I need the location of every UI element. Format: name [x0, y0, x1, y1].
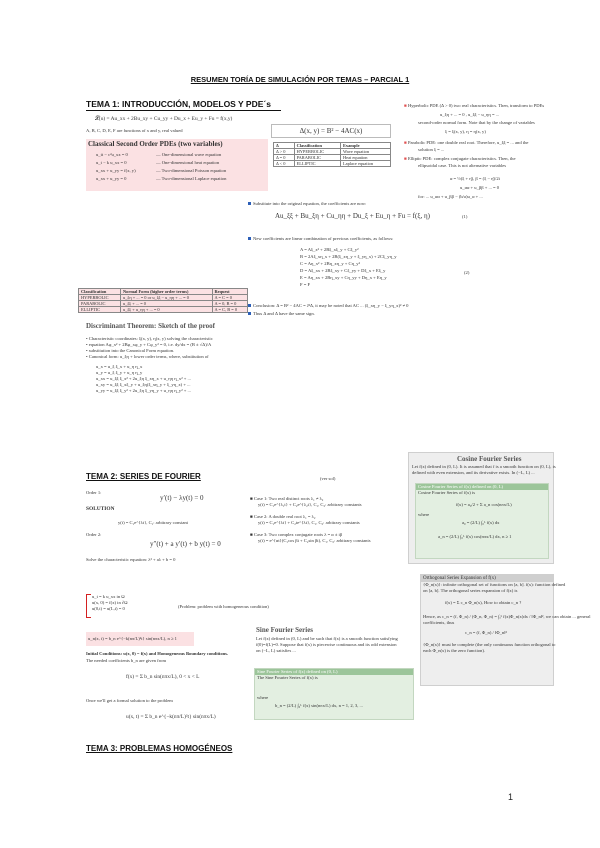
ortho-text-5: {Φ_n(x)} must be complete (the only continuous function orthogonal to	[423, 642, 556, 647]
hyperbolic-heading	[404, 103, 544, 109]
case-label: ■ Case 3: Two complex conjugate roots λ = α ± iβ	[250, 532, 343, 537]
table-header-cell: Normal Form (higher order terms)	[121, 289, 213, 295]
elliptic-text-2: ellipsoidal case. This is not alternative variables	[418, 163, 507, 168]
bullet-icon: ■	[404, 140, 408, 145]
orthogonal-header: Orthogonal Series Expansion of f(x)	[421, 575, 553, 582]
table-cell: PARABOLIC	[79, 301, 121, 307]
classical-row	[96, 152, 268, 158]
bullet-icon	[248, 202, 251, 205]
sketch-equation: u_yy = u_ξξ ξ_y² + 2u_ξη ξ_yη_y + u_ηη η_y² + ...	[96, 388, 191, 393]
table-header-cell: Δ	[274, 143, 295, 149]
bullet-icon: ■	[404, 156, 408, 161]
hyperbolic-change: ξ = ξ(x, y), η = η(x, y)	[445, 129, 486, 134]
cosine-box-where: where	[418, 512, 430, 517]
main-title: RESUMEN TORÍA DE SIMULACIÓN POR TEMAS – PARCIAL 1	[190, 75, 410, 84]
coefficient-line: B = 2Aξ_xη_x + 2B(ξ_xη_y + ξ_yη_x) + 2Cξ_yη_y	[300, 254, 397, 259]
sketch-equations	[96, 364, 246, 394]
ortho-text-3: Hence, as c_n = (f, Φ_n) / (Φ_n, Φ_n) = ∫ₐᵇ f(x)Φ_n(x)dx / ‖Φ_n‖², we can obtain ... general	[423, 614, 591, 619]
table-cell: u_ξξ + ... = 0	[121, 301, 213, 307]
cosine-heading: Cosine Fourier Series	[457, 455, 522, 463]
classical-row-equation: u_xx + u_yy = f(x, y)	[96, 168, 136, 173]
elliptic-equation-2: u_αα + u_ββ + ... = 0	[460, 185, 500, 190]
cosine-box-eq2: a₀ = (2/L) ∫₀ᴸ f(x) dx	[462, 520, 500, 525]
series-equation: f(x) = Σ b_n sin(nπx/L), 0 < x < L	[126, 674, 200, 680]
sine-box-equation: b_n = (2/L) ∫₀ᴸ f(x) sin(nπx/L) dx, n = 1, 2, 3, ...	[275, 703, 363, 708]
sketch-equation: u_y = u_ξ ξ_y + u_η η_y	[96, 370, 143, 375]
sketch-lines	[86, 336, 246, 360]
cosine-box-header: Cosine Fourier Series of f(x) defined on (0, L)	[416, 484, 548, 490]
general-form-note: A, B, C, D, E, F are functions of x and y, real valued	[86, 128, 183, 133]
classical-row	[96, 176, 268, 182]
substitution-equation: Au_ξξ + Bu_ξη + Cu_ηη + Du_ξ + Eu_η + Fu = f(ξ, η)	[275, 212, 430, 220]
sketch-line: • Characteristic coordinates: ξ(x, y), η(x, y) solving the characteristic	[86, 336, 213, 341]
general-form-equation: 𝓛(u) = Au_xx + 2Bu_xy + Cu_yy + Du_x + Eu_y + Fu = f(x,y)	[95, 116, 233, 122]
case-equation: y(t) = C₁e^{λt} + C₂te^{λt}, C₁, C₂: arbitrary constants	[258, 520, 360, 525]
coefficient-line: D = Aξ_xx + 2Bξ_xy + Cξ_yy + Dξ_x + Eξ_y	[300, 268, 386, 273]
elliptic-text	[404, 156, 549, 162]
sine-box-text: The Sine Fourier Series of f(x) is	[257, 675, 318, 680]
solution-box	[86, 632, 194, 646]
sketch-equation: u_xx = u_ξξ ξ_x² + 2u_ξη ξ_xη_x + u_ηη η_x² + ...	[96, 376, 191, 381]
ortho-text-6: each Φ_n(x) is the zero function).	[423, 648, 486, 653]
title-underline	[86, 110, 281, 111]
order1-label: Order 1:	[86, 490, 102, 495]
parabolic-text-2: solution ξ = ...	[418, 147, 445, 152]
new-coeff-text	[248, 236, 508, 242]
classical-row	[96, 160, 268, 166]
table-cell: HYPERBOLIC	[294, 149, 340, 155]
coefficient-line: E = Aη_xx + 2Bη_xy + Cη_yy + Dη_x + Eη_y	[300, 275, 387, 280]
sine-heading: Sine Fourier Series	[256, 626, 314, 634]
system-note: (Problem: problem with homogeneous condition)	[178, 604, 269, 609]
hyperbolic-equation: u_ξη + ... = 0 , u_ξξ − u_ηη = ...	[440, 112, 500, 117]
classical-heading: Classical Second Order PDEs (two variables)	[88, 140, 223, 148]
table-cell: A = C = 0	[212, 295, 248, 301]
new-coeff-label: New coefficients are linear combination of previous coefficients, as follows:	[253, 236, 394, 241]
sine-text: Let f(x) defined in (0, L) and be such that f(x) is a smooth function satisfying	[256, 636, 398, 641]
cosine-box	[408, 452, 554, 564]
cosine-text: Let f(x) defined in (0, L). It is assumed that f is a smooth function on (0, L), is	[412, 464, 556, 469]
bullet-icon	[248, 304, 251, 307]
sketch-equation: u_x = u_ξ ξ_x + u_η η_x	[96, 364, 143, 369]
eq-number-2: (2)	[464, 270, 470, 275]
sine-text-2: f(0)=f(L)=0. Suppose that f(x) is piecewise continuous and its odd extension	[256, 642, 397, 647]
table-header-cell: Request	[212, 289, 248, 295]
cosine-inner-box	[415, 483, 549, 559]
coefficient-line: A = Aξ_x² + 2Bξ_xξ_y + Cξ_y²	[300, 247, 359, 252]
parabolic-text	[404, 140, 549, 146]
sketch-equation: u_xy = u_ξξ ξ_xξ_y + u_ξη(ξ_xη_y + ξ_yη_x) + ...	[96, 382, 191, 387]
discriminant-box	[271, 124, 391, 138]
formal-text: Once we'll get a formal solution to the problem	[86, 698, 173, 703]
table-cell: HYPERBOLIC	[79, 295, 121, 301]
classical-row-name: — One-dimensional heat equation	[156, 160, 220, 165]
table-cell: u_ξξ + u_ηη + ... = 0	[121, 307, 213, 313]
ortho-equation-2: c_n = (f, Φ_n) / ‖Φ_n‖²	[465, 630, 507, 635]
elliptic-text-3: for: ... u_αα + u_ββ − (b/a)u_α + ...	[418, 194, 483, 199]
case-label: ■ Case 2: A double real root λ₁ = λ₂	[250, 514, 316, 519]
elliptic-equation: α = ½(ξ + η̄), β = (ξ − η̄)/2i	[450, 176, 500, 181]
coefficient-lines	[300, 247, 460, 289]
classical-row-name: — One-dimensional wave equation	[156, 152, 222, 157]
formal-equation: u(x, t) = Σ b_n e^{−k(nπ/L)²t} sin(nπx/L)	[126, 714, 216, 720]
initial-text-2: The needed coefficients b_n are given from	[86, 658, 167, 663]
discriminant-equation: Δ(x, y) = B² − 4AC(x)	[299, 127, 363, 135]
classical-pdes-box	[86, 139, 268, 191]
classical-row-name: — Two-dimensional Laplace equation	[156, 176, 227, 181]
order2-label: Order 2:	[86, 532, 102, 537]
table-cell: ELLIPTIC	[79, 307, 121, 313]
case-equation: y(t) = C₁e^{λ₁t} + C₂e^{λ₂t}, C₁, C₂: arbitrary constants	[258, 502, 362, 507]
classical-row	[96, 168, 268, 174]
hint-text: (ver sol)	[320, 476, 336, 481]
table-header-cell: Classification	[79, 289, 121, 295]
system-line: u_t = k u_xx in Ω	[92, 594, 125, 599]
ortho-equation: f(x) = Σ c_n Φ_n(x), How to obtain c_n ?	[445, 600, 522, 605]
conclusion-2	[248, 311, 478, 317]
sine-box-header: Sine Fourier Series of f(x) defined on (0, L)	[255, 669, 413, 675]
table-cell: Heat equation	[340, 155, 390, 161]
table-header-cell: Classification	[294, 143, 340, 149]
cases-list	[250, 490, 425, 544]
cosine-box-eq1: f(x) = a₀/2 + Σ a_n cos(nπx/L)	[456, 502, 512, 507]
char-eq-text: Solve the characteristic equation: λ² + aλ + b = 0	[86, 557, 176, 562]
cosine-box-eq3: a_n = (2/L) ∫₀ᴸ f(x) cos(nπx/L) dx, n ≥ 1	[438, 534, 512, 539]
sketch-heading: Discriminant Theorem: Sketch of the proof	[86, 322, 215, 330]
table-header-cell: Example	[340, 143, 390, 149]
table-row	[274, 161, 391, 167]
classification-table	[273, 142, 391, 167]
coefficient-line: C = Aη_x² + 2Bη_xη_y + Cη_y²	[300, 261, 360, 266]
eq-number-1: (1)	[462, 214, 468, 219]
bullet-icon	[248, 237, 251, 240]
classical-row-equation: u_t − k u_xx = 0	[96, 160, 127, 165]
ortho-text-2: on [a, b]. The orthogonal series expansion of f(x) is	[423, 588, 518, 593]
classical-row-equation: u_tt − c²u_xx = 0	[96, 152, 128, 157]
coefficient-line: F = F	[300, 282, 310, 287]
system-line: u(x, 0) = f(x) in ∂Ω	[92, 600, 128, 605]
table-header-row	[79, 289, 248, 295]
parabolic-text-1: Parabolic PDE: one double real root. Therefore, u_ξξ = ... and the	[407, 140, 529, 145]
sketch-line: • Canonical form: u_ξη + lower order terms, where, substitution of	[86, 354, 209, 359]
sine-box	[254, 668, 414, 720]
bullet-icon	[248, 312, 251, 315]
solution-equation: y(t) = C₁e^{λt}, C₁: arbitrary constant	[118, 520, 188, 525]
bullet-icon: ■	[404, 103, 408, 108]
substitution-label: Substitute into the original equation, the coefficients are now:	[253, 201, 367, 206]
table-cell: A = 0, B = 0	[212, 301, 248, 307]
classical-row-equation: u_xx + u_yy = 0	[96, 176, 127, 181]
classical-rows	[86, 152, 268, 182]
tema1-title: TEMA 1: INTRODUCCIÓN, MODELOS Y PDE´s	[86, 99, 271, 109]
tema3-title: TEMA 3: PROBLEMAS HOMOGÉNEOS	[86, 744, 233, 753]
hyperbolic-heading-text: Hyperbolic PDE (Δ > 0) two real characteristics. Then, transform to PDEs	[407, 103, 545, 108]
solution-label: SOLUTION	[86, 506, 115, 512]
system-brace	[86, 594, 91, 618]
sketch-line: • substitution into the Canonical Form equation.	[86, 348, 175, 353]
initial-text: Initial Conditions: u(x, 0) = f(x) and Homogeneous Boundary conditions.	[86, 651, 229, 656]
conclusion-2-text: Thus Δ and Δ have the same sign.	[253, 311, 315, 316]
conclusion-1-text: Conclusion: Δ = B² − 4AC = J²Δ, it may be noted that AC ... (ξ_xη_y − ξ_yη_x)² ≠ 0	[253, 303, 409, 308]
page-number: 1	[508, 792, 514, 802]
case-label: ■ Case 1: Two real distinct roots λ₁ ≠ λ₂	[250, 496, 324, 501]
ortho-text-4: coefficients, thus	[423, 620, 455, 625]
order2-equation: y″(t) + a y′(t) + b y(t) = 0	[150, 540, 221, 548]
system-line: u(0,t) = u(L,t) = 0	[92, 606, 125, 611]
canonical-table	[78, 288, 248, 313]
conclusion-1	[248, 303, 478, 309]
table-cell: Δ > 0	[274, 149, 295, 155]
table-cell: Laplace equation	[340, 161, 390, 167]
order1-equation: y′(t) − λy(t) = 0	[160, 494, 204, 502]
table-cell: Δ < 0	[274, 161, 295, 167]
ortho-text: {Φ_n(x)}: infinite orthogonal set of functions on [a, b]. f(x): function defined	[423, 582, 566, 587]
sine-text-3: on (−L, L) satisfies ...	[256, 648, 296, 653]
tema2-title: TEMA 2: SERIES DE FOURIER	[86, 472, 201, 481]
orthogonal-box	[420, 574, 591, 686]
solution-box-equation: u_n(x, t) = b_n e^{−k(nπ/L)²t} sin(nπx/L), n ≥ 1	[88, 636, 177, 641]
cosine-text-2: defined with even extension, and its derivative exists. In (−L, L) ...	[412, 470, 535, 475]
case-equation: y(t) = e^{αt}(C₁cos βt + C₂sin βt), C₁, C₂: arbitrary constants	[258, 538, 371, 543]
substitution-text	[248, 201, 498, 207]
table-cell: u_ξη + ... = 0 or u_ξξ − u_ηη + ... = 0	[121, 295, 213, 301]
sine-box-where: where	[257, 695, 269, 700]
table-cell: A = C, B = 0	[212, 307, 248, 313]
table-cell: PARABOLIC	[294, 155, 340, 161]
hyperbolic-text: second-order normal form. Note that by the change of variables	[418, 120, 535, 125]
table-row	[79, 295, 248, 301]
classical-row-name: — Two-dimensional Poisson equation	[156, 168, 227, 173]
table-row	[79, 307, 248, 313]
table-cell: Δ = 0	[274, 155, 295, 161]
system-lines	[92, 594, 172, 612]
table-cell: ELLIPTIC	[294, 161, 340, 167]
sketch-line: • equation Aφ_x² + 2Bφ_xφ_y + Cφ_y² = 0, i.e. dy/dx = (B ± √Δ)/A	[86, 342, 212, 347]
elliptic-text-1: Elliptic PDE: complex conjugate characteristics. Then, the	[407, 156, 516, 161]
table-cell: Wave equation	[340, 149, 390, 155]
cosine-box-text: Cosine Fourier Series of f(x) is	[418, 490, 476, 495]
